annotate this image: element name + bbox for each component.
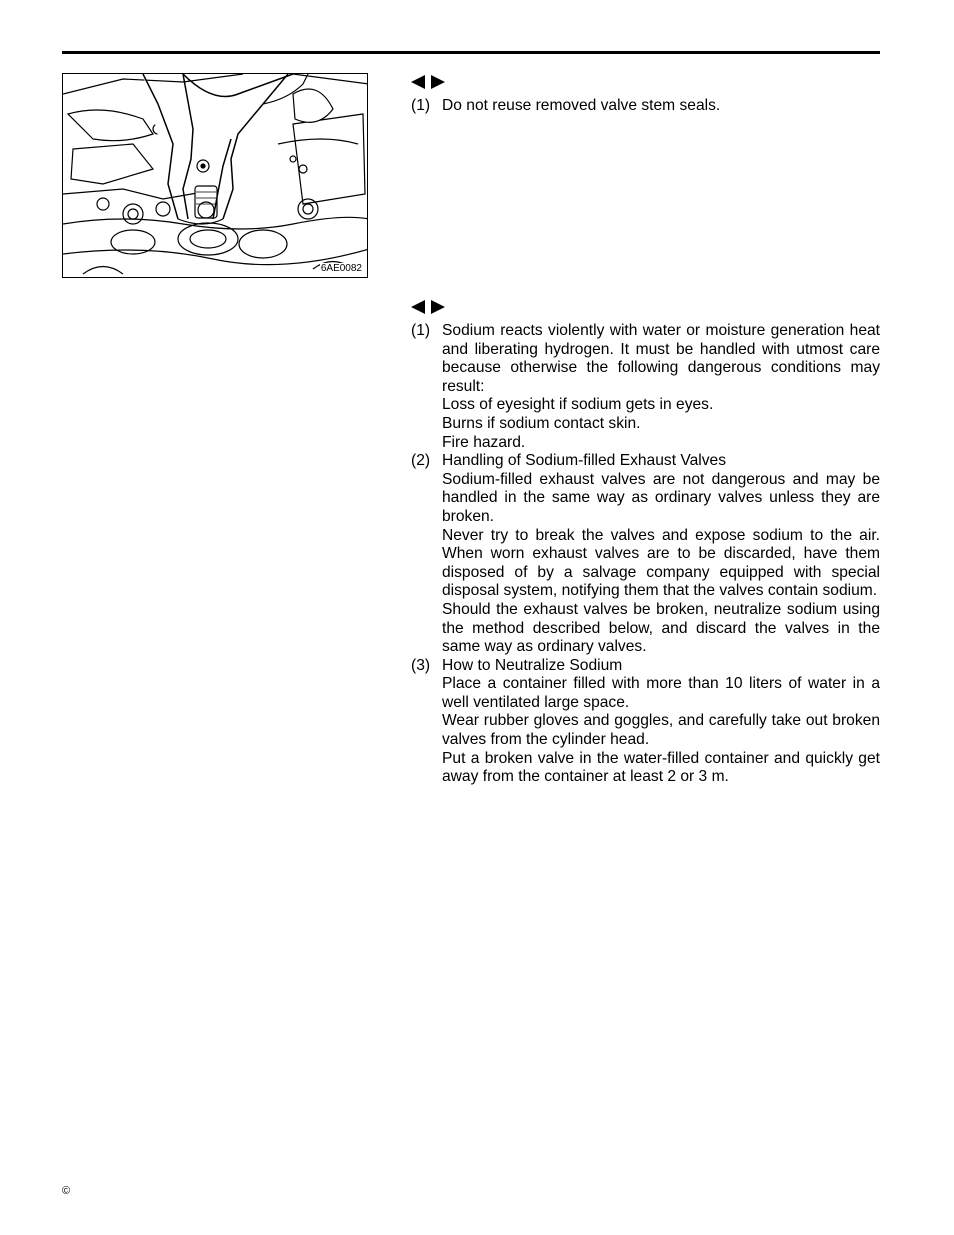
engine-head-illustration <box>63 74 368 278</box>
list-item <box>411 452 880 657</box>
item-paragraph: Sodium-filled exhaust valves are not dangerous and may be handled in the same way as ordinary valves unless they are broken. <box>442 470 880 525</box>
item-heading: Handling of Sodium-filled Exhaust Valves <box>442 452 727 470</box>
item-number: (3) <box>411 656 431 674</box>
item-paragraph: Wear rubber gloves and goggles, and carefully take out broken valves from the cylinder head. <box>442 712 880 749</box>
item-number: (1) <box>411 322 431 339</box>
item-text: Do not reuse removed valve stem seals. <box>442 97 721 114</box>
arrow-right-icon <box>431 300 445 314</box>
section-marker <box>411 297 880 317</box>
section-marker <box>411 72 880 92</box>
item-number: (1) <box>411 97 431 114</box>
item-paragraph: Sodium reacts violently with water or moisture generation heat and liberating hydrogen. It must be handled with utmost care because otherwise the following dangerous conditions may result: <box>442 322 880 395</box>
item-paragraph: Should the exhaust valves be broken, neutralize sodium using the method described below, and discard the valves in the same way as ordinary valves. <box>442 600 880 656</box>
arrow-left-icon <box>411 300 425 314</box>
list-item <box>411 322 880 452</box>
list-item <box>411 97 880 116</box>
valve-stem-seal-figure <box>62 73 368 278</box>
arrow-right-icon <box>431 75 445 89</box>
arrow-left-icon <box>411 75 425 89</box>
top-rule <box>62 51 880 54</box>
hazard-line: Burns if sodium contact skin. <box>442 414 641 432</box>
hazard-line: Fire hazard. <box>442 433 526 451</box>
section-valve-stem-seal <box>411 72 880 116</box>
section-sodium-valves <box>411 297 880 787</box>
figure-code: 6AE0082 <box>320 263 362 274</box>
item-paragraph: Put a broken valve in the water-filled container and quickly get away from the container at least 2 or 3 m. <box>442 749 880 786</box>
copyright-mark: © <box>62 1185 71 1197</box>
list-item <box>411 657 880 787</box>
item-heading: How to Neutralize Sodium <box>442 656 623 674</box>
hazard-line: Loss of eyesight if sodium gets in eyes. <box>442 396 714 414</box>
item-number: (2) <box>411 452 431 470</box>
item-paragraph: Place a container filled with more than 10 liters of water in a well ventilated large space. <box>442 675 880 711</box>
item-paragraph: Never try to break the valves and expose sodium to the air. When worn exhaust valves are to be discarded, have them disposed of by a salvage company equipped with special disposal system, notifying them that the valves contain sodium. <box>442 526 880 600</box>
